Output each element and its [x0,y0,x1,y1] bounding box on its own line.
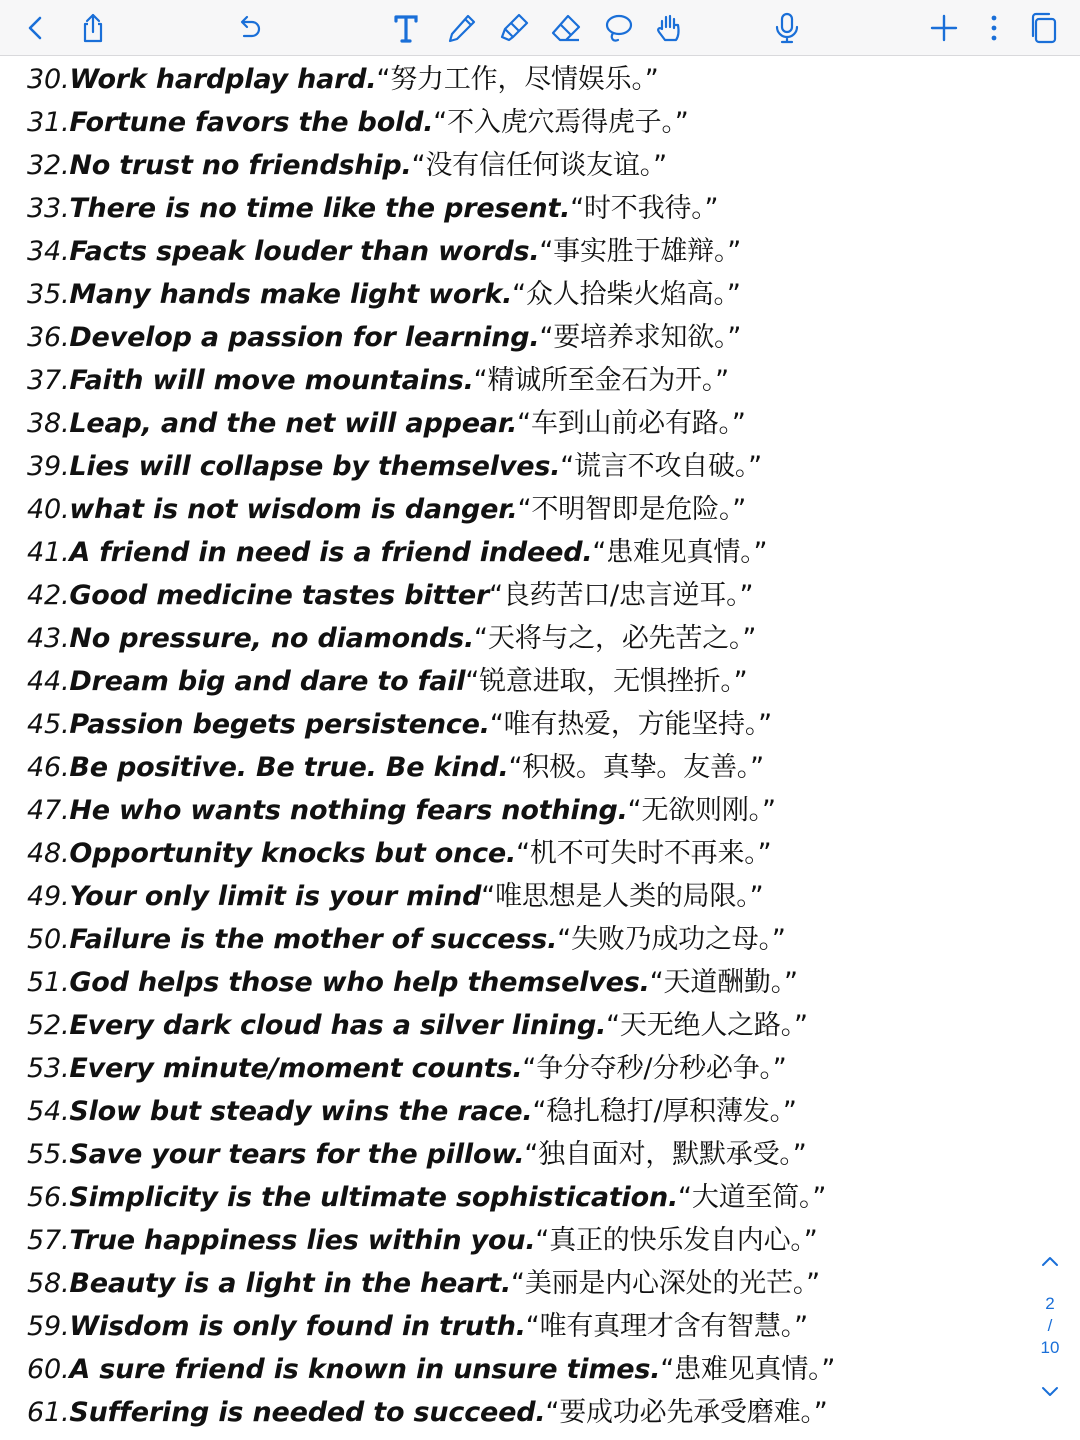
quote-line [27,230,741,273]
quote-number: 58. [27,1268,70,1299]
quote-number: 46. [27,752,70,783]
page-separator: / [1047,1316,1053,1335]
eraser-icon [549,11,583,45]
quote-chinese: “失败乃成功之母。” [557,924,786,955]
quote-line [27,445,762,488]
undo-button[interactable] [227,6,271,50]
quote-english: Every minute/moment counts. [69,1053,523,1084]
quote-chinese: “患难见真情。” [660,1354,836,1385]
microphone-icon [770,11,804,45]
quote-chinese: “争分夺秒/分秒必争。” [522,1053,787,1084]
more-icon [977,11,1011,45]
quote-english: Simplicity is the ultimate sophistication. [69,1182,679,1213]
quote-number: 54. [27,1096,70,1127]
quote-number: 55. [27,1139,70,1170]
quote-chinese: “锐意进取，无惧挫折。” [465,666,748,697]
quote-number: 56. [27,1182,70,1213]
quote-number: 59. [27,1311,70,1342]
quote-number: 33. [27,193,70,224]
quote-english: God helps those who help themselves. [69,967,650,998]
quote-english: Lies will collapse by themselves. [69,451,561,482]
quote-number: 43. [27,623,70,654]
quote-chinese: “机不可失时不再来。” [516,838,772,869]
next-page-button[interactable] [1035,1376,1065,1406]
quote-number: 36. [27,322,70,353]
quote-english: Work hardplay hard. [69,64,377,95]
quote-english: No pressure, no diamonds. [69,623,475,654]
quote-english: Wisdom is only found in truth. [69,1311,526,1342]
eraser-tool-button[interactable] [544,6,588,50]
quote-english: Dream big and dare to fail [69,666,466,697]
undo-icon [232,11,266,45]
quote-line [27,918,786,961]
quote-number: 30. [27,64,70,95]
quote-line [27,1133,806,1176]
quote-english: Beauty is a light in the heart. [69,1268,512,1299]
back-button[interactable] [14,6,58,50]
quote-line [27,1348,835,1391]
quote-english: Your only limit is your mind [69,881,482,912]
quote-number: 38. [27,408,70,439]
pages-icon [1027,11,1061,45]
quote-english: Passion begets persistence. [69,709,490,740]
previous-page-button[interactable] [1035,1246,1065,1276]
add-icon [927,11,961,45]
hand-icon [652,11,686,45]
quote-chinese: “事实胜于雄辩。” [539,236,742,267]
quote-line [27,1262,820,1305]
quote-line [27,1391,828,1434]
hand-tool-button[interactable] [647,6,691,50]
quote-line [27,703,772,746]
text-tool-button[interactable] [384,6,428,50]
current-page-number: 2 [1045,1294,1055,1313]
quote-line [27,1004,808,1047]
chevron-up-icon [1039,1250,1061,1272]
quote-chinese: “精诚所至金石为开。” [473,365,729,396]
quote-chinese: “要成功必先承受磨难。” [545,1397,828,1428]
quote-line [27,402,746,445]
quote-english: He who wants nothing fears nothing. [69,795,628,826]
quote-english: Many hands make light work. [69,279,513,310]
quote-line [27,617,756,660]
quote-line [27,746,764,789]
quote-number: 45. [27,709,70,740]
quote-english: No trust no friendship. [69,150,412,181]
quote-number: 44. [27,666,70,697]
quote-english: Leap, and the net will appear. [69,408,518,439]
quote-line [27,273,741,316]
total-page-count: 10 [1040,1338,1060,1357]
quote-number: 35. [27,279,70,310]
quote-number: 61. [27,1397,70,1428]
quote-english: Failure is the mother of success. [69,924,558,955]
quote-chinese: “天无绝人之路。” [606,1010,808,1041]
quote-chinese: “稳扎稳打/厚积薄发。” [532,1096,797,1127]
quote-chinese: “唯有热爱，方能坚持。” [489,709,772,740]
quote-chinese: “不入虎穴焉得虎子。” [433,107,689,138]
quote-line [27,316,741,359]
quote-english: There is no time like the present. [69,193,571,224]
share-icon [76,11,110,45]
quote-english: Suffering is needed to succeed. [69,1397,546,1428]
quote-number: 50. [27,924,70,955]
quote-number: 53. [27,1053,70,1084]
quote-chinese: “真正的快乐发自内心。” [535,1225,818,1256]
quote-chinese: “不明智即是危险。” [517,494,747,525]
chevron-down-icon [1039,1380,1061,1402]
quote-line [27,1305,808,1348]
quote-chinese: “患难见真情。” [592,537,768,568]
quote-english: Faith will move mountains. [69,365,474,396]
quote-line [27,961,798,1004]
quote-line [27,359,729,402]
chevron-left-icon [19,11,53,45]
quote-english: A friend in need is a friend indeed. [69,537,593,568]
quote-line [27,660,747,703]
quote-line [27,789,776,832]
quote-chinese: “时不我待。” [570,193,719,224]
text-tool-icon [389,11,423,45]
quote-english: Develop a passion for learning. [69,322,540,353]
quote-line [27,574,753,617]
quote-english: Slow but steady wins the race. [69,1096,533,1127]
quote-number: 60. [27,1354,70,1385]
quote-line [27,58,659,101]
quote-number: 48. [27,838,70,869]
quote-line [27,875,763,918]
quote-line [27,488,746,531]
quote-chinese: “美丽是内心深处的光芒。” [511,1268,820,1299]
highlighter-icon [497,11,531,45]
quote-line [27,531,767,574]
quote-chinese: “要培养求知欲。” [539,322,742,353]
quote-number: 52. [27,1010,70,1041]
quote-chinese: “天将与之，必先苦之。” [474,623,757,654]
quote-chinese: “积极。真挚。友善。” [508,752,764,783]
page-navigator [1020,1240,1080,1410]
quote-number: 39. [27,451,70,482]
lasso-icon [601,11,635,45]
quote-number: 47. [27,795,70,826]
quote-chinese: “众人拾柴火焰高。” [512,279,741,310]
quote-english: Opportunity knocks but once. [69,838,517,869]
quote-line [27,1047,787,1090]
quote-line [27,187,718,230]
quote-number: 41. [27,537,70,568]
quote-number: 40. [27,494,70,525]
quote-chinese: “唯有真理才含有智慧。” [525,1311,808,1342]
pen-tool-button[interactable] [440,6,484,50]
quote-number: 32. [27,150,70,181]
quote-chinese: “努力工作，尽情娱乐。” [376,64,659,95]
quote-english: Save your tears for the pillow. [69,1139,525,1170]
more-button[interactable] [972,6,1016,50]
quote-chinese: “没有信任何谈友谊。” [411,150,667,181]
quote-number: 31. [27,107,70,138]
quote-number: 37. [27,365,70,396]
lasso-tool-button[interactable] [596,6,640,50]
quote-line [27,1176,826,1219]
quote-number: 57. [27,1225,70,1256]
quote-english: A sure friend is known in unsure times. [69,1354,661,1385]
quote-english: Every dark cloud has a silver lining. [69,1010,607,1041]
pen-icon [445,11,479,45]
add-page-button[interactable] [922,6,966,50]
share-button[interactable] [71,6,115,50]
quote-line [27,1090,797,1133]
microphone-button[interactable] [765,6,809,50]
quote-line [27,1219,817,1262]
quote-chinese: “独自面对，默默承受。” [524,1139,807,1170]
quote-line [27,144,667,187]
highlighter-tool-button[interactable] [492,6,536,50]
quote-english: True happiness lies within you. [69,1225,536,1256]
quote-english: what is not wisdom is danger. [69,494,518,525]
quote-chinese: “天道酬勤。” [649,967,798,998]
quote-english: Fortune favors the bold. [69,107,434,138]
quote-chinese: “车到山前必有路。” [517,408,746,439]
toolbar [0,0,1080,56]
quote-chinese: “唯思想是人类的局限。” [481,881,764,912]
quote-number: 34. [27,236,70,267]
quote-number: 49. [27,881,70,912]
quote-chinese: “良药苦口/忠言逆耳。” [489,580,754,611]
quote-chinese: “大道至简。” [678,1182,827,1213]
quote-english: Be positive. Be true. Be kind. [69,752,509,783]
quote-number: 51. [27,967,70,998]
quote-number: 42. [27,580,70,611]
document-page[interactable] [0,58,1020,1440]
quote-chinese: “无欲则刚。” [627,795,776,826]
pages-button[interactable] [1022,6,1066,50]
quote-english: Facts speak louder than words. [69,236,540,267]
quote-line [27,101,689,144]
quote-english: Good medicine tastes bitter [69,580,490,611]
quote-line [27,832,771,875]
quote-chinese: “谎言不攻自破。” [560,451,762,482]
